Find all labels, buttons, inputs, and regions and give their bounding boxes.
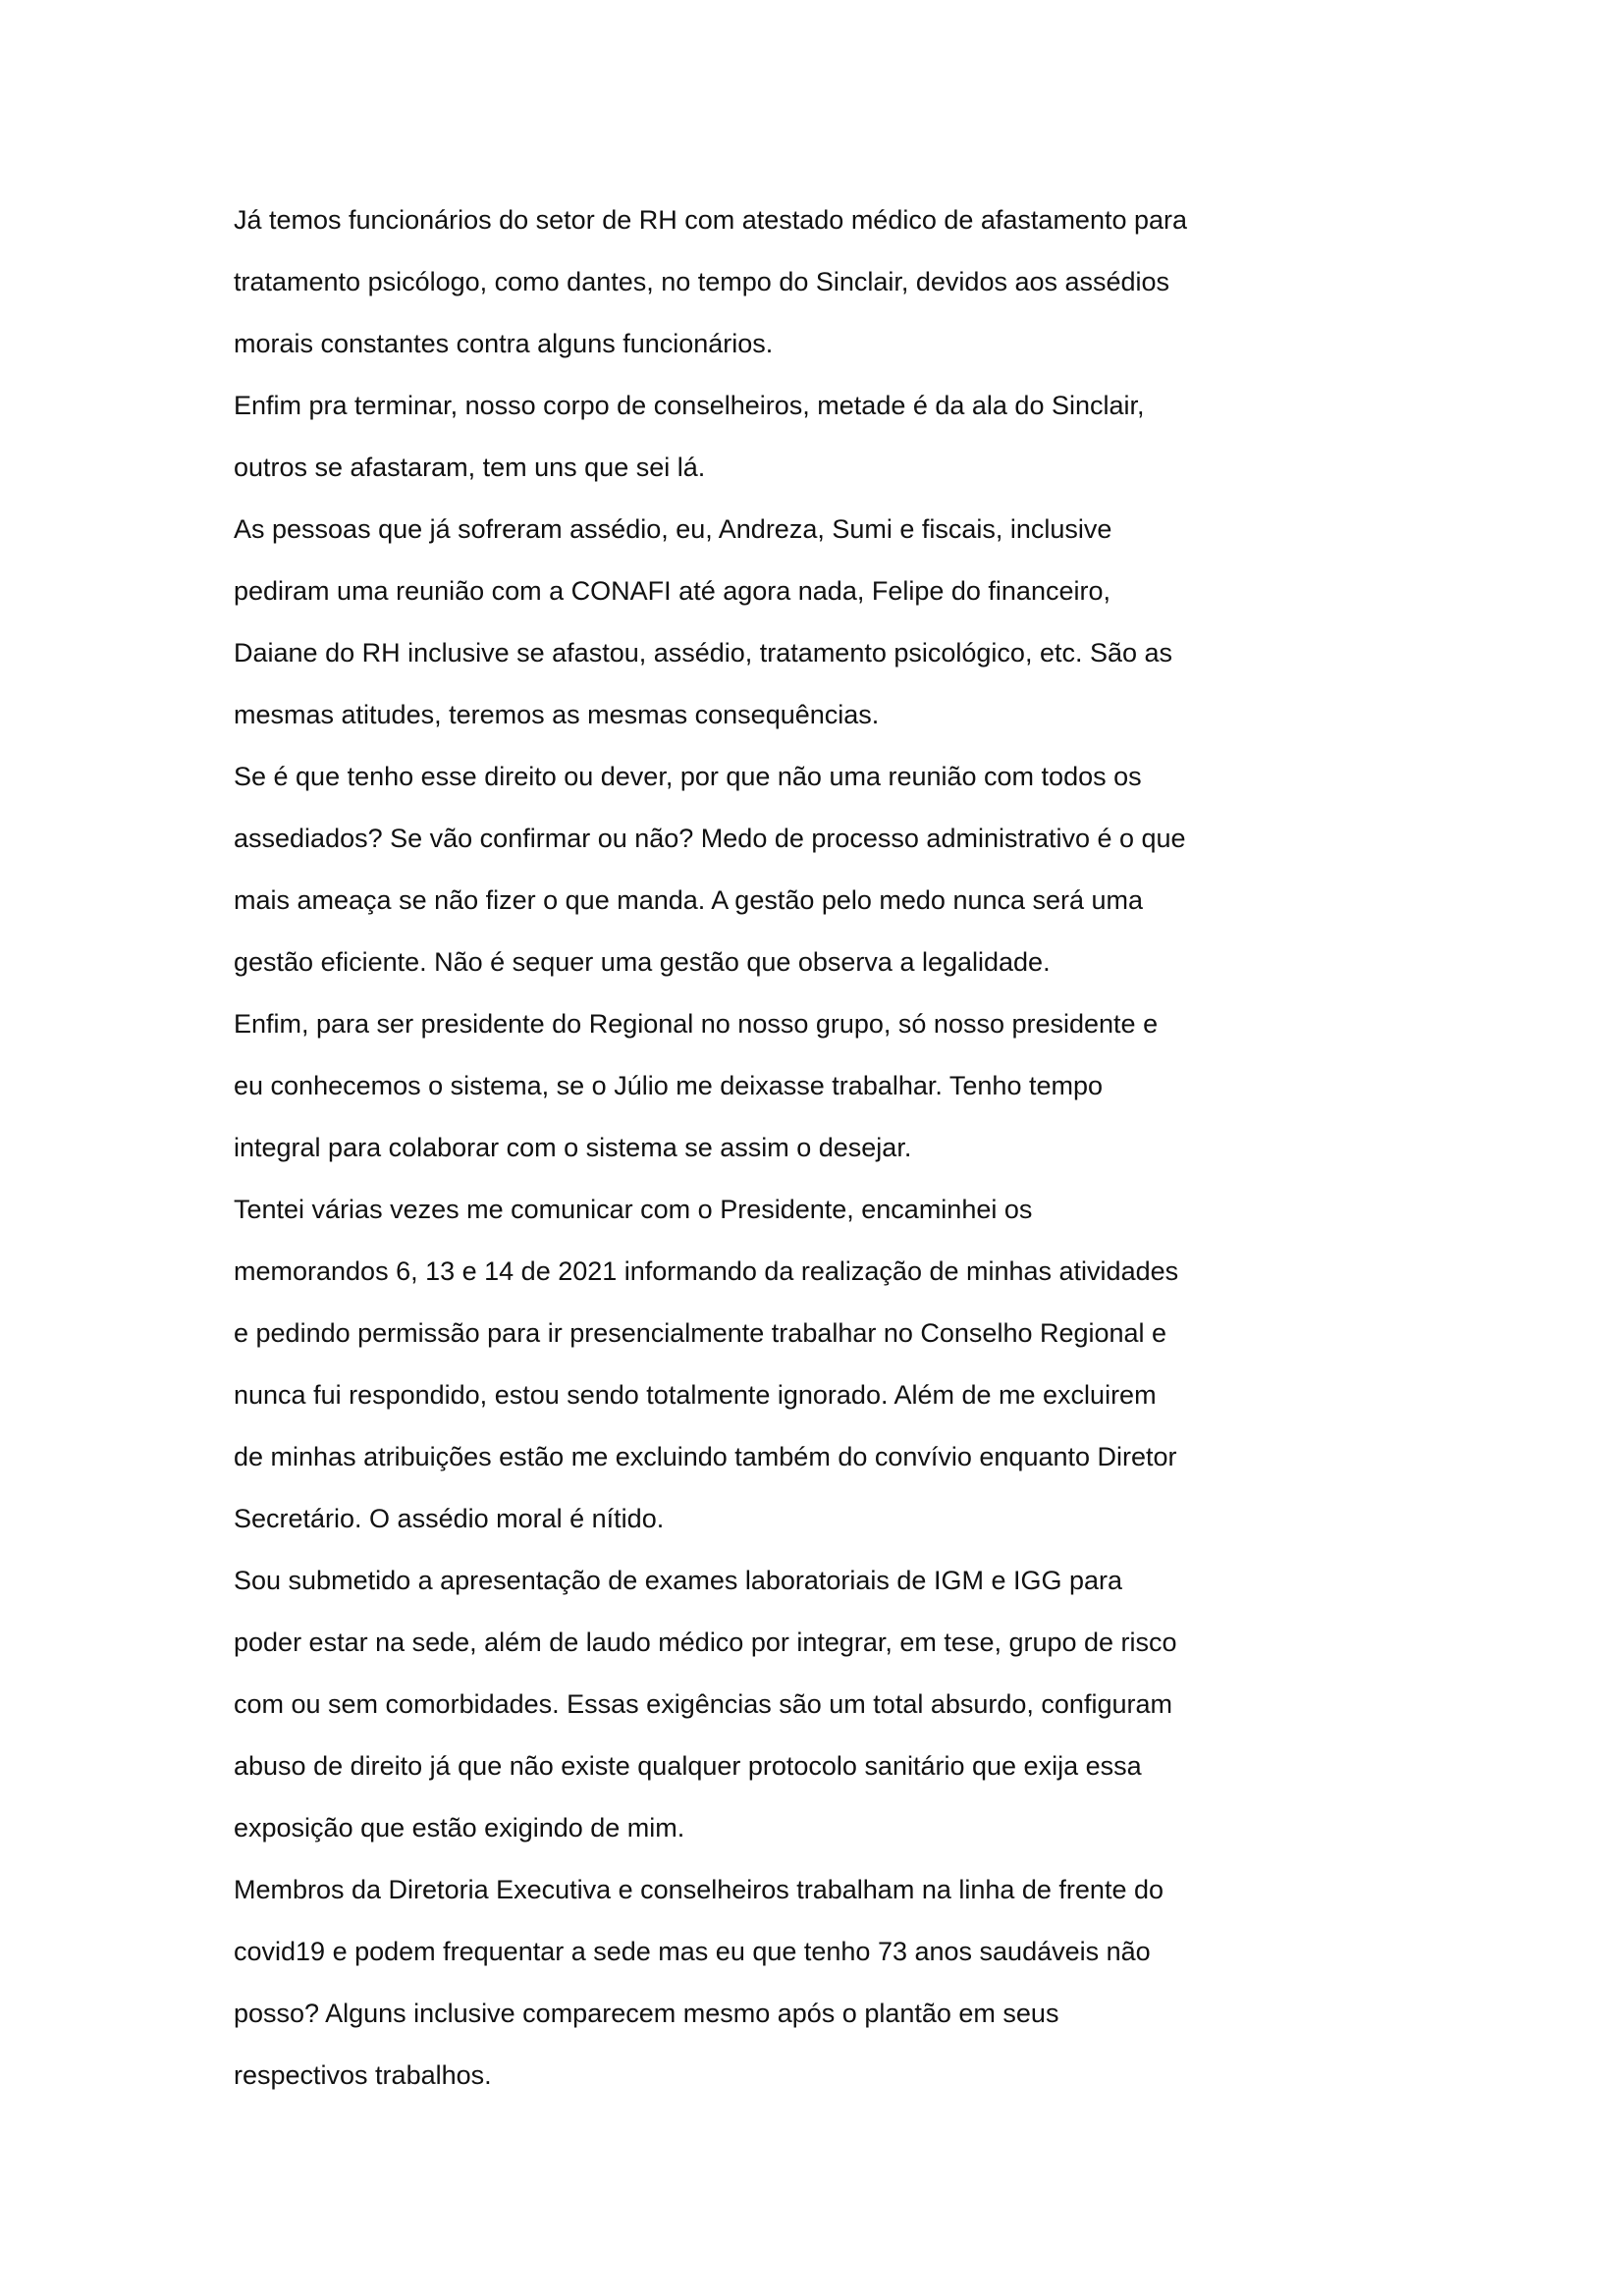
text-line: posso? Alguns inclusive comparecem mesmo após o plantão em seus (234, 1999, 1059, 2028)
text-line: integral para colaborar com o sistema se assim o desejar. (234, 1133, 912, 1162)
text-line: nunca fui respondido, estou sendo totalmente ignorado. Além de me excluirem (234, 1380, 1157, 1410)
text-line: Tentei várias vezes me comunicar com o Presidente, encaminhei os (234, 1195, 1033, 1224)
text-line: Enfim, para ser presidente do Regional no nosso grupo, só nosso presidente e (234, 1009, 1159, 1039)
text-line: de minhas atribuições estão me excluindo também do convívio enquanto Diretor (234, 1442, 1177, 1471)
text-line: Secretário. O assédio moral é nítido. (234, 1504, 665, 1533)
text-line: eu conhecemos o sistema, se o Júlio me deixasse trabalhar. Tenho tempo (234, 1071, 1104, 1100)
text-line: covid19 e podem frequentar a sede mas eu que tenho 73 anos saudáveis não (234, 1937, 1151, 1966)
text-line: Sou submetido a apresentação de exames laboratoriais de IGM e IGG para (234, 1566, 1123, 1595)
text-line: morais constantes contra alguns funcionários. (234, 329, 774, 358)
text-line: respectivos trabalhos. (234, 2060, 492, 2090)
text-line: Membros da Diretoria Executiva e conselheiros trabalham na linha de frente do (234, 1875, 1164, 1904)
text-line: pediram uma reunião com a CONAFI até agora nada, Felipe do financeiro, (234, 576, 1110, 606)
text-line: Daiane do RH inclusive se afastou, assédio, tratamento psicológico, etc. São as (234, 638, 1173, 667)
text-line: Se é que tenho esse direito ou dever, por que não uma reunião com todos os (234, 762, 1142, 791)
text-line: As pessoas que já sofreram assédio, eu, Andreza, Sumi e fiscais, inclusive (234, 514, 1112, 544)
text-line: tratamento psicólogo, como dantes, no tempo do Sinclair, devidos aos assédios (234, 267, 1170, 296)
text-line: assediados? Se vão confirmar ou não? Medo de processo administrativo é o que (234, 824, 1186, 853)
text-line: e pedindo permissão para ir presencialmente trabalhar no Conselho Regional e (234, 1318, 1167, 1348)
body-text (234, 189, 1274, 2107)
text-line: mesmas atitudes, teremos as mesmas consequências. (234, 700, 880, 729)
text-line: memorandos 6, 13 e 14 de 2021 informando da realização de minhas atividades (234, 1256, 1179, 1286)
text-line: abuso de direito já que não existe qualquer protocolo sanitário que exija essa (234, 1751, 1142, 1781)
text-line: Já temos funcionários do setor de RH com atestado médico de afastamento para (234, 205, 1188, 235)
text-line: outros se afastaram, tem uns que sei lá. (234, 453, 706, 482)
text-line: Enfim pra terminar, nosso corpo de conselheiros, metade é da ala do Sinclair, (234, 391, 1145, 420)
text-line: com ou sem comorbidades. Essas exigências são um total absurdo, configuram (234, 1689, 1172, 1719)
text-line: gestão eficiente. Não é sequer uma gestão que observa a legalidade. (234, 947, 1051, 977)
text-line: exposição que estão exigindo de mim. (234, 1813, 685, 1842)
text-line: poder estar na sede, além de laudo médico por integrar, em tese, grupo de risco (234, 1628, 1177, 1657)
text-line: mais ameaça se não fizer o que manda. A gestão pelo medo nunca será uma (234, 885, 1144, 915)
